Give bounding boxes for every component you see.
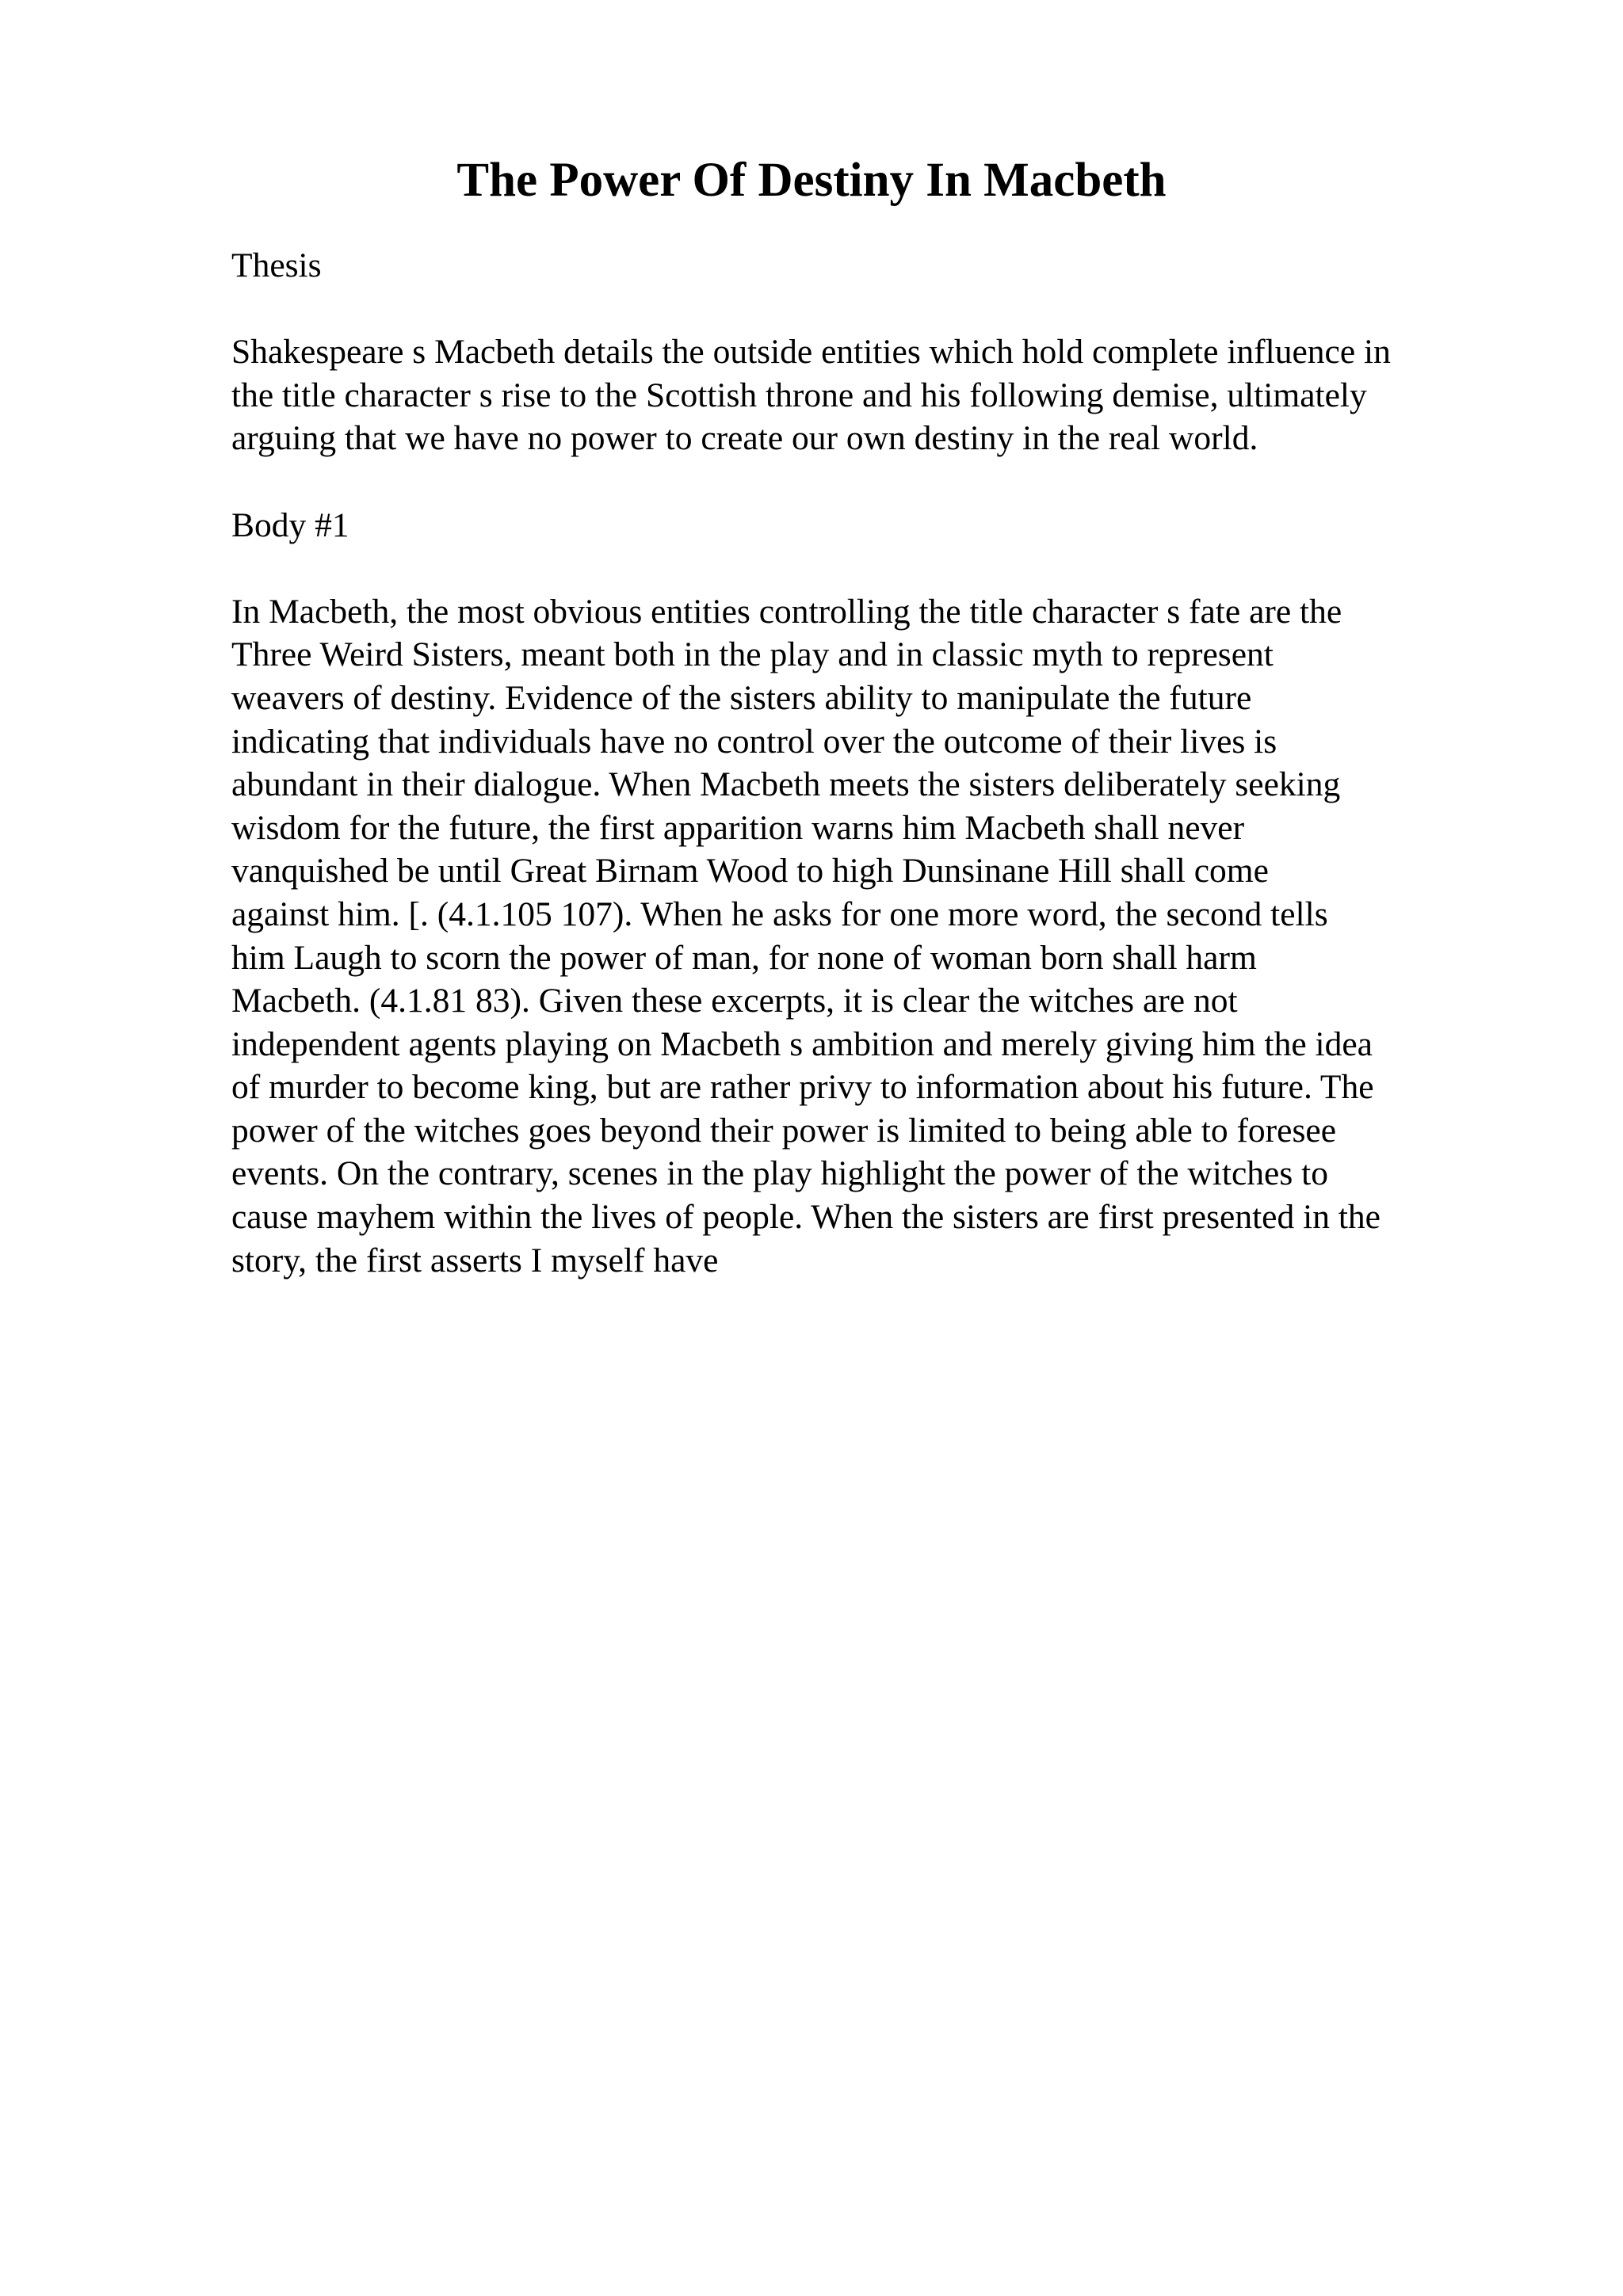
document-title: The Power Of Destiny In Macbeth: [456, 154, 1167, 207]
text-line: independent agents playing on Macbeth s ambition and merely giving him the idea: [231, 1024, 1373, 1063]
section-heading-body-1: Body #1: [231, 505, 349, 544]
thesis-paragraph: [231, 330, 1499, 460]
text-line: abundant in their dialogue. When Macbeth meets the sisters deliberately seeking: [231, 765, 1341, 804]
text-line: of murder to become king, but are rather privy to information about his future. The: [231, 1068, 1374, 1107]
text-line: against him. [. (4.1.105 107). When he asks for one more word, the second tells: [231, 894, 1328, 933]
text-line: weavers of destiny. Evidence of the sisters ability to manipulate the future: [231, 678, 1252, 717]
text-line: Macbeth. (4.1.81 83). Given these excerpts, it is clear the witches are not: [231, 982, 1238, 1020]
text-line: story, the first asserts I myself have: [231, 1241, 719, 1280]
text-line: events. On the contrary, scenes in the play highlight the power of the witches to: [231, 1154, 1328, 1193]
document-body: [231, 244, 1499, 1325]
text-line: indicating that individuals have no control over the outcome of their lives is: [231, 722, 1277, 761]
body-1-paragraph: [231, 590, 1499, 1283]
text-line: him Laugh to scorn the power of man, for none of woman born shall harm: [231, 938, 1257, 977]
text-line: wisdom for the future, the first apparition warns him Macbeth shall never: [231, 808, 1245, 847]
text-line: Shakespeare s Macbeth details the outside entities which hold complete influence in: [231, 333, 1391, 372]
text-line: the title character s rise to the Scottish throne and his following demise, ultimately: [231, 376, 1367, 414]
text-line: arguing that we have no power to create our own destiny in the real world.: [231, 419, 1258, 458]
text-line: vanquished be until Great Birnam Wood to high Dunsinane Hill shall come: [231, 852, 1269, 891]
text-line: In Macbeth, the most obvious entities controlling the title character s fate are the: [231, 592, 1342, 631]
text-line: power of the witches goes beyond their power is limited to being able to foresee: [231, 1111, 1337, 1150]
section-heading-thesis: Thesis: [231, 246, 322, 284]
text-line: cause mayhem within the lives of people. When the sisters are first presented in the: [231, 1198, 1381, 1237]
text-line: Three Weird Sisters, meant both in the play and in classic myth to represent: [231, 635, 1274, 674]
